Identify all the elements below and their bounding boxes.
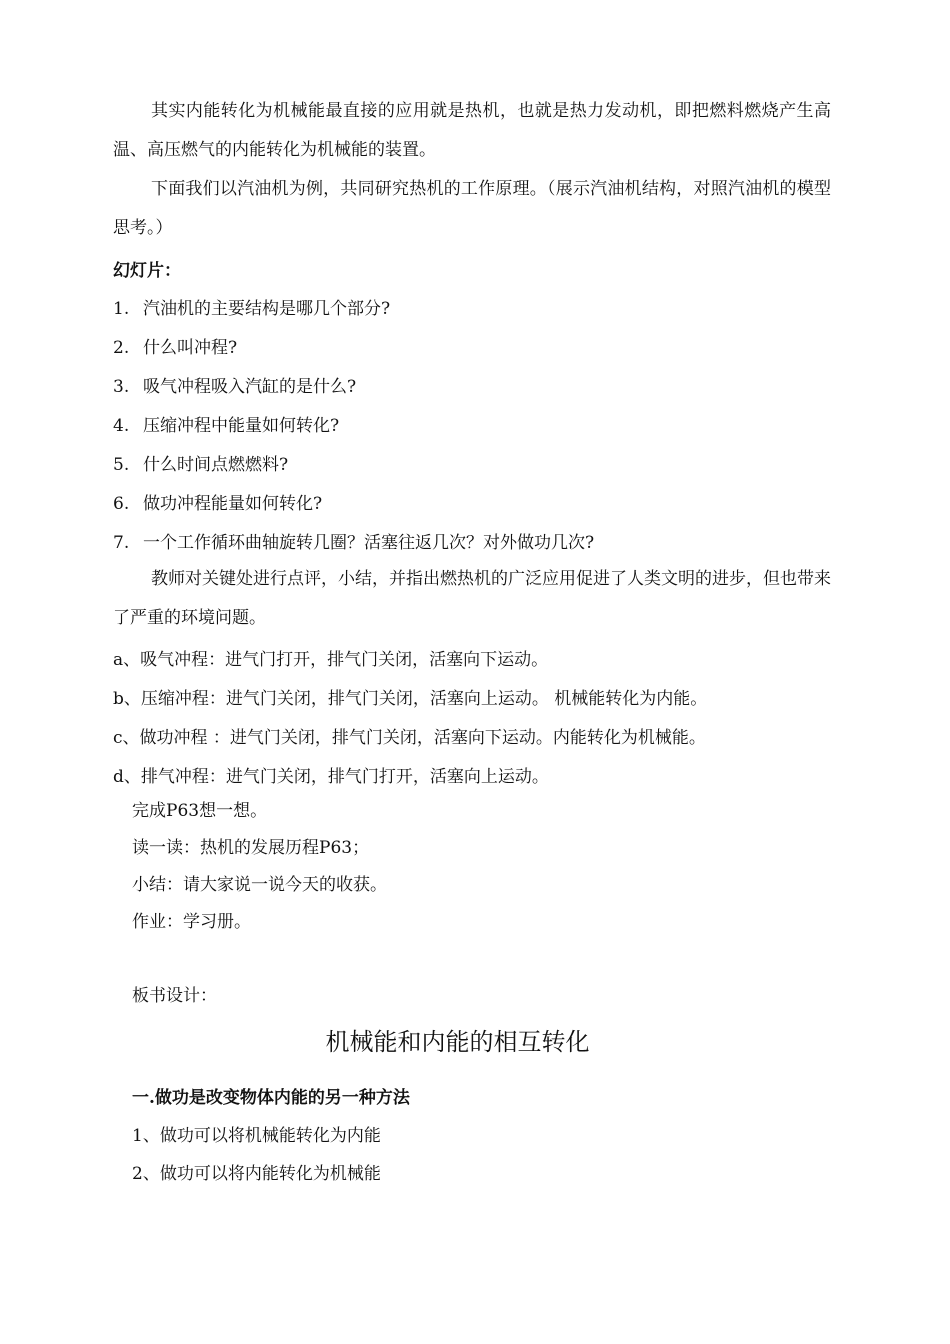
board-point: 2、做功可以将内能转化为机械能 — [132, 1164, 381, 1184]
list-item — [113, 493, 322, 515]
list-item — [113, 415, 339, 437]
list-item — [113, 337, 237, 359]
board-design-label: 板书设计： — [132, 986, 217, 1006]
list-item-number: 1. — [113, 299, 130, 319]
stroke-line-exhaust: d、排气冲程：进气门关闭，排气门打开，活塞向上运动。 — [113, 767, 549, 787]
list-item-number: 5. — [113, 455, 130, 475]
list-item-number: 2. — [113, 338, 130, 358]
list-item-text: 什么叫冲程? — [143, 338, 238, 358]
intro-paragraph-2: 下面我们以汽油机为例，共同研究热机的工作原理。（展示汽油机结构，对照汽油机的模型思考。） — [113, 179, 831, 238]
list-item-text: 吸气冲程吸入汽缸的是什么? — [143, 377, 357, 397]
list-item — [113, 376, 356, 398]
list-item — [113, 298, 390, 320]
slides-heading: 幻灯片： — [113, 261, 181, 281]
list-item — [113, 454, 288, 476]
task-line: 完成P63想一想。 — [132, 801, 268, 821]
list-item-text: 什么时间点燃燃料? — [143, 455, 289, 475]
task-line: 作业：学习册。 — [132, 912, 251, 932]
list-item — [113, 532, 594, 554]
list-item-number: 7. — [113, 533, 130, 553]
board-point: 1、做功可以将机械能转化为内能 — [132, 1126, 381, 1146]
list-item-number: 4. — [113, 416, 130, 436]
stroke-line-power: c、做功冲程 ：进气门关闭，排气门关闭，活塞向下运动。内能转化为机械能。 — [113, 728, 706, 748]
stroke-line-compression: b、压缩冲程：进气门关闭，排气门关闭，活塞向上运动。 机械能转化为内能。 — [113, 689, 708, 709]
board-title: 机械能和内能的相互转化 — [325, 1028, 590, 1056]
list-item-text: 做功冲程能量如何转化? — [143, 494, 323, 514]
task-line: 读一读：热机的发展历程P63； — [132, 838, 370, 858]
board-section-heading: 一.做功是改变物体内能的另一种方法 — [132, 1088, 410, 1108]
teacher-comment-paragraph: 教师对关键处进行点评，小结，并指出燃热机的广泛应用促进了人类文明的进步，但也带来了严重的环境问题。 — [113, 569, 831, 628]
list-item-text: 一个工作循环曲轴旋转几圈？活塞往返几次？对外做功几次? — [143, 533, 595, 553]
stroke-line-intake: a、吸气冲程：进气门打开，排气门关闭，活塞向下运动。 — [113, 650, 549, 670]
list-item-number: 6. — [113, 494, 130, 514]
task-line: 小结：请大家说一说今天的收获。 — [132, 875, 387, 895]
intro-paragraph-1: 其实内能转化为机械能最直接的应用就是热机，也就是热力发动机，即把燃料燃烧产生高温、高压燃气的内能转化为机械能的装置。 — [113, 101, 831, 160]
list-item-number: 3. — [113, 377, 130, 397]
list-item-text: 汽油机的主要结构是哪几个部分? — [143, 299, 391, 319]
list-item-text: 压缩冲程中能量如何转化? — [143, 416, 340, 436]
